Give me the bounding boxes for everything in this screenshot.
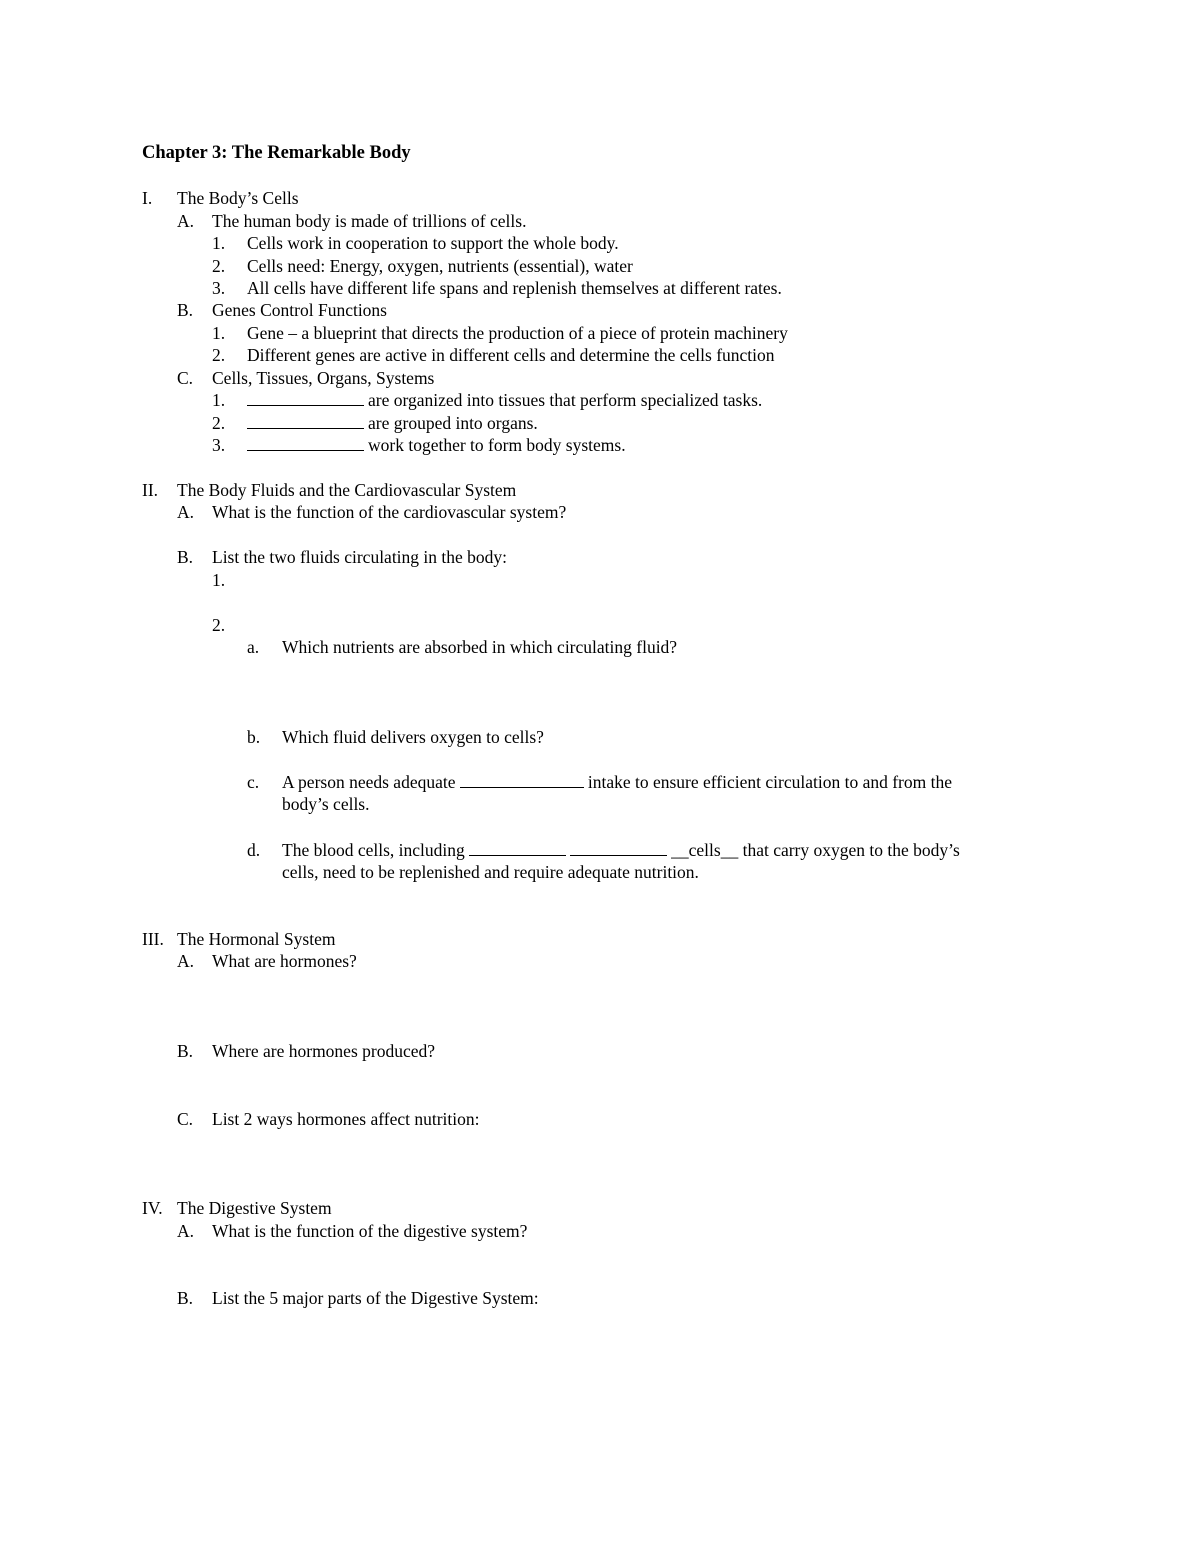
s1-a-2-marker: 2. — [212, 256, 226, 276]
fill-in-blank[interactable] — [469, 840, 566, 856]
section-4-number: IV. — [142, 1198, 163, 1218]
s1-b-marker: B. — [177, 300, 194, 320]
s2-qd-line-2: cells, need to be replenished and require adequate nutrition. — [282, 862, 699, 882]
s2-qd-line-1 — [282, 839, 960, 862]
s4-b-marker: B. — [177, 1288, 194, 1308]
s1-a-1-text: Cells work in cooperation to support the whole body. — [247, 233, 619, 253]
s2-qa-marker: a. — [247, 637, 260, 657]
s1-c-1-text: are organized into tissues that perform specialized tasks. — [368, 390, 763, 410]
s1-c-3-text: work together to form body systems. — [368, 435, 626, 455]
section-4-heading: The Digestive System — [177, 1198, 332, 1218]
s1-c-2-marker: 2. — [212, 413, 226, 433]
s1-a-marker: A. — [177, 211, 195, 231]
s1-c-3-marker: 3. — [212, 435, 226, 455]
fill-in-blank[interactable] — [460, 772, 584, 788]
s3-a-marker: A. — [177, 951, 195, 971]
s2-b-2-marker: 2. — [212, 615, 226, 635]
s2-b-1-marker: 1. — [212, 570, 226, 590]
s2-qd-marker: d. — [247, 840, 261, 860]
s3-b-text: Where are hormones produced? — [212, 1041, 436, 1061]
s3-b-marker: B. — [177, 1041, 194, 1061]
s1-b-2-marker: 2. — [212, 345, 226, 365]
fill-in-blank[interactable] — [247, 413, 364, 429]
s1-a-1-marker: 1. — [212, 233, 226, 253]
fill-in-blank[interactable] — [247, 435, 364, 451]
s2-qd-post: that carry oxygen to the body’s — [742, 840, 960, 860]
s1-c-2-text: are grouped into organs. — [368, 413, 538, 433]
s1-b-text: Genes Control Functions — [212, 300, 387, 320]
s2-qc-line-2: body’s cells. — [282, 794, 370, 814]
s2-qb-marker: b. — [247, 727, 261, 747]
s2-qd-mid: __cells__ — [671, 840, 739, 860]
s1-b-1-marker: 1. — [212, 323, 226, 343]
fill-in-blank[interactable] — [570, 840, 667, 856]
section-1-number: I. — [142, 188, 153, 208]
s1-b-2-text: Different genes are active in different cells and determine the cells function — [247, 345, 775, 365]
s1-a-text: The human body is made of trillions of cells. — [212, 211, 527, 231]
s2-a-marker: A. — [177, 502, 195, 522]
s2-qa-text: Which nutrients are absorbed in which circulating fluid? — [282, 637, 678, 657]
s2-b-marker: B. — [177, 547, 194, 567]
s2-qd-pre: The blood cells, including — [282, 840, 465, 860]
s3-a-text: What are hormones? — [212, 951, 357, 971]
s3-c-marker: C. — [177, 1109, 194, 1129]
s2-qc-line-1 — [282, 771, 952, 794]
s1-a-3-marker: 3. — [212, 278, 226, 298]
s4-b-text: List the 5 major parts of the Digestive System: — [212, 1288, 539, 1308]
s1-a-3-text: All cells have different life spans and replenish themselves at different rates. — [247, 278, 782, 298]
s1-c-3-line — [247, 434, 626, 457]
s1-c-2-line — [247, 412, 538, 435]
section-1-heading: The Body’s Cells — [177, 188, 299, 208]
section-3-number: III. — [142, 929, 164, 949]
s2-a-text: What is the function of the cardiovascular system? — [212, 502, 567, 522]
s2-b-text: List the two fluids circulating in the body: — [212, 547, 508, 567]
s2-qc-marker: c. — [247, 772, 260, 792]
section-3-heading: The Hormonal System — [177, 929, 336, 949]
section-2-heading: The Body Fluids and the Cardiovascular System — [177, 480, 517, 500]
s4-a-text: What is the function of the digestive system? — [212, 1221, 528, 1241]
s1-c-1-line — [247, 389, 762, 412]
s1-c-marker: C. — [177, 368, 194, 388]
s4-a-marker: A. — [177, 1221, 195, 1241]
s1-a-2-text: Cells need: Energy, oxygen, nutrients (essential), water — [247, 256, 633, 276]
s2-qc-pre: A person needs adequate — [282, 772, 456, 792]
s1-c-text: Cells, Tissues, Organs, Systems — [212, 368, 435, 388]
s2-qc-post: intake to ensure efficient circulation to and from the — [587, 772, 952, 792]
s2-qb-text: Which fluid delivers oxygen to cells? — [282, 727, 544, 747]
fill-in-blank[interactable] — [247, 390, 364, 406]
section-2-number: II. — [142, 480, 159, 500]
page-title: Chapter 3: The Remarkable Body — [142, 143, 411, 163]
s3-c-text: List 2 ways hormones affect nutrition: — [212, 1109, 480, 1129]
s1-c-1-marker: 1. — [212, 390, 226, 410]
s1-b-1-text: Gene – a blueprint that directs the production of a piece of protein machinery — [247, 323, 788, 343]
